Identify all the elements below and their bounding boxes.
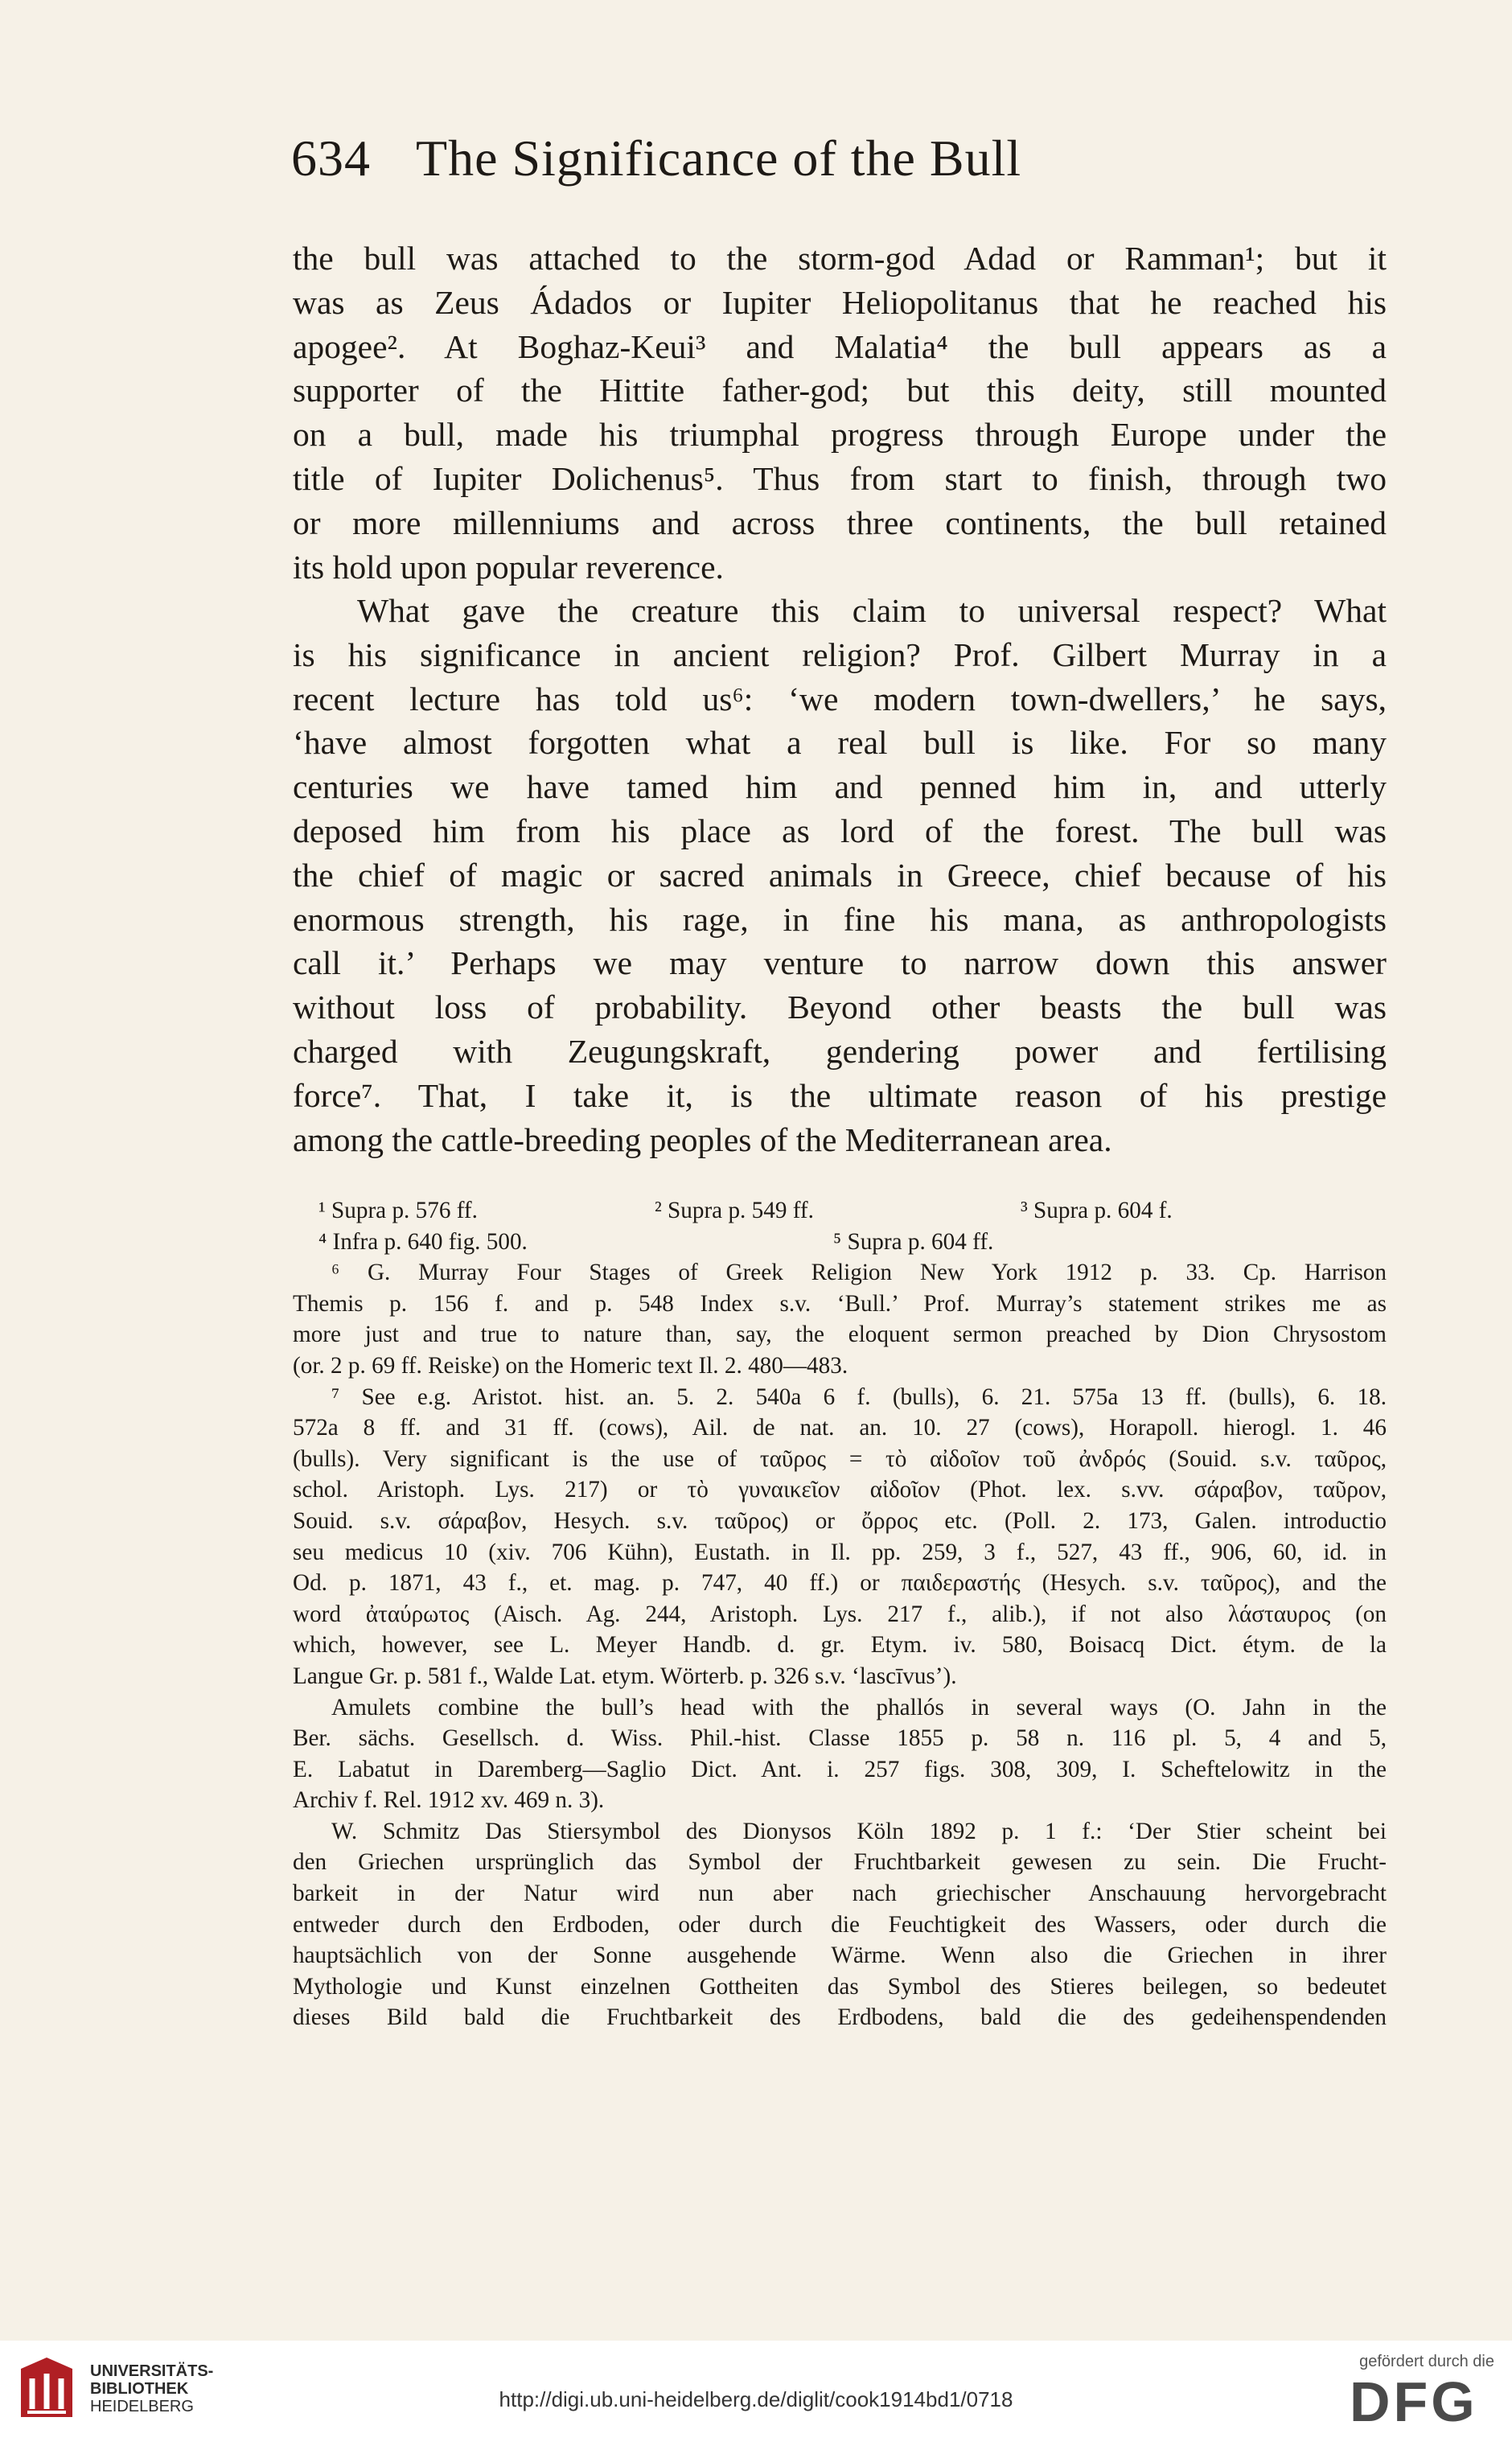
footnote-amulets-line: E. Labatut in Daremberg—Saglio Dict. Ant. i. 257 figs. 308, 309, I. Scheftelowitz in the: [293, 1756, 1387, 1782]
footnote-row: [293, 1195, 1387, 1227]
footnote-amulets-line: Archiv f. Rel. 1912 xv. 469 n. 3).: [293, 1787, 605, 1814]
library-line-3: HEIDELBERG: [90, 2398, 194, 2415]
body-line: call it.’ Perhaps we may venture to narrow down this answer: [293, 944, 1387, 982]
body-line: apogee². At Boghaz-Keui³ and Malatia⁴ the bull appears as a: [293, 327, 1387, 365]
footnote-7-line: 572a 8 ff. and 31 ff. (cows), Ail. de nat. an. 10. 27 (cows), Horapoll. hierogl. 1. 46: [293, 1415, 1387, 1441]
footnote-6-line: more just and true to nature than, say, the eloquent sermon preached by Dion Chrysostom: [293, 1322, 1387, 1348]
body-line: its hold upon popular reverence.: [293, 548, 724, 586]
footnote-2: ² Supra p. 549 ff.: [655, 1198, 814, 1223]
footnote-7-line: seu medicus 10 (xiv. 706 Kühn), Eustath. in Il. pp. 259, 3 f., 527, 43 ff., 906, 60, id. in: [293, 1539, 1387, 1565]
footnote-7-line: (bulls). Very significant is the use of ταῦρος = τὸ αἰδοῖον τοῦ ἀνδρός (Souid. s.v. ταῦρος,: [293, 1445, 1387, 1472]
body-line: without loss of probability. Beyond other beasts the bull was: [293, 989, 1387, 1026]
footnote-schmitz-line: hauptsächlich von der Sonne ausgehende Wärme. Wenn also die Griechen in ihrer: [293, 1942, 1387, 1969]
footnote-schmitz-line: dieses Bild bald die Fruchtbarkeit des Erdbodens, bald die des gedeihenspendenden: [293, 2004, 1387, 2031]
body-line: title of Iupiter Dolichenus⁵. Thus from start to finish, through two: [293, 459, 1387, 497]
body-line: among the cattle-breeding peoples of the Mediterranean area.: [293, 1120, 1112, 1158]
footnote-6-line: Themis p. 156 f. and p. 548 Index s.v. ‘Bull.’ Prof. Murray’s statement strikes me as: [293, 1290, 1387, 1317]
body-line: on a bull, made his triumphal progress through Europe under the: [293, 416, 1387, 454]
body-line: the bull was attached to the storm-god Adad or Ramman¹; but it: [293, 240, 1387, 277]
footnote-7-line: Souid. s.v. σάραβον, Hesych. s.v. ταῦρος) or ὄρρος etc. (Poll. 2. 173, Galen. introductio: [293, 1507, 1387, 1534]
footnote-row: [293, 1227, 1387, 1258]
footnote-schmitz-line: barkeit in der Natur wird nun aber nach griechischer Anschauung hervorgebracht: [293, 1881, 1387, 1907]
library-line-1: UNIVERSITÄTS-: [90, 2362, 214, 2380]
footnote-amulets-line: Amulets combine the bull’s head with the phallós in several ways (O. Jahn in the: [331, 1694, 1387, 1720]
footnote-schmitz-line: Mythologie und Kunst einzelnen Gottheiten das Symbol des Stieres beilegen, so bedeutet: [293, 1973, 1387, 2000]
permalink-url[interactable]: http://digi.ub.uni-heidelberg.de/diglit/cook1914bd1/0718: [499, 2387, 1013, 2411]
body-line: charged with Zeugungskraft, gendering power and fertilising: [293, 1032, 1387, 1070]
footnote-6-line: (or. 2 p. 69 ff. Reiske) on the Homeric text Il. 2. 480—483.: [293, 1352, 848, 1379]
footnotes: [293, 1195, 1387, 2033]
body-line: the chief of magic or sacred animals in Greece, chief because of his: [293, 856, 1387, 894]
body-line: force⁷. That, I take it, is the ultimate reason of his prestige: [293, 1076, 1387, 1114]
footnote-7-line: which, however, see L. Meyer Handb. d. gr. Etym. iv. 580, Boisacq Dict. étym. de la: [293, 1632, 1387, 1659]
footnote-7-line: schol. Aristoph. Lys. 217) or τὸ γυναικεῖον αἰδοῖον (Phot. lex. s.vv. σάραβον, ταῦρον,: [293, 1477, 1387, 1503]
body-line: is his significance in ancient religion? Prof. Gilbert Murray in a: [293, 635, 1387, 673]
body-line: deposed him from his place as lord of the forest. The bull was: [293, 812, 1387, 849]
footnote-schmitz-line: entweder durch den Erdboden, oder durch die Feuchtigkeit des Wassers, oder durch die: [293, 1911, 1387, 1938]
body-line: What gave the creature this claim to universal respect? What: [357, 592, 1387, 629]
library-line-2: BIBLIOTHEK: [90, 2380, 189, 2398]
body-line: or more millenniums and across three continents, the bull retained: [293, 504, 1387, 541]
running-title: The Significance of the Bull: [416, 129, 1022, 187]
footnote-7-line: word ἀταύρωτος (Aisch. Ag. 244, Aristoph. Lys. 217 f., alib.), if not also λάσταυρος (on: [293, 1601, 1387, 1627]
footnote-7-line: Langue Gr. p. 581 f., Walde Lat. etym. Wörterb. p. 326 s.v. ‘lascīvus’).: [293, 1663, 957, 1689]
footnote-1: ¹ Supra p. 576 ff.: [318, 1198, 478, 1223]
footnote-5: ⁵ Supra p. 604 ff.: [833, 1228, 994, 1255]
footnote-schmitz-line: den Griechen ursprünglich das Symbol der Fruchtbarkeit gewesen zu sein. Die Frucht-: [293, 1849, 1387, 1876]
footnote-schmitz-line: W. Schmitz Das Stiersymbol des Dionysos Köln 1892 p. 1 f.: ‘Der Stier scheint bei: [331, 1818, 1387, 1844]
dfg-letters: DFG: [1350, 2373, 1478, 2426]
footnote-7-line: ⁷ See e.g. Aristot. hist. an. 5. 2. 540a 6 f. (bulls), 6. 21. 575a 13 ff. (bulls), 6. 18.: [331, 1383, 1387, 1410]
dfg-logo-icon: [1350, 2373, 1494, 2426]
paragraph-2: [293, 589, 1387, 1161]
body-line: recent lecture has told us⁶: ‘we modern town-dwellers,’ he says,: [293, 680, 1387, 717]
footnote-7-line: Od. p. 1871, 43 f., et. mag. p. 747, 40 ff.) or παιδεραστής (Hesych. s.v. ταῦρος), and the: [293, 1570, 1387, 1597]
footnote-3: ³ Supra p. 604 f.: [1021, 1198, 1173, 1223]
funding-note: gefördert durch die: [1359, 2353, 1494, 2370]
footnote-amulets-line: Ber. sächs. Gesellsch. d. Wiss. Phil.-hist. Classe 1855 p. 58 n. 116 pl. 5, 4 and 5,: [293, 1725, 1387, 1752]
body-line: supporter of the Hittite father-god; but this deity, still mounted: [293, 372, 1387, 409]
body-line: enormous strength, his rage, in fine his mana, as anthropologists: [293, 900, 1387, 938]
footnote-6-line: ⁶ G. Murray Four Stages of Greek Religion New York 1912 p. 33. Cp. Harrison: [331, 1260, 1387, 1286]
page-number: 634: [291, 129, 371, 187]
body-line: ‘have almost forgotten what a real bull is like. For so many: [293, 724, 1387, 762]
paragraph-1: [293, 236, 1387, 589]
body-line: centuries we have tamed him and penned him in, and utterly: [293, 768, 1387, 806]
running-header: [291, 129, 1256, 188]
body-line: was as Zeus Ádados or Iupiter Heliopolitanus that he reached his: [293, 283, 1387, 321]
footnote-4: ⁴ Infra p. 640 fig. 500.: [318, 1228, 528, 1255]
